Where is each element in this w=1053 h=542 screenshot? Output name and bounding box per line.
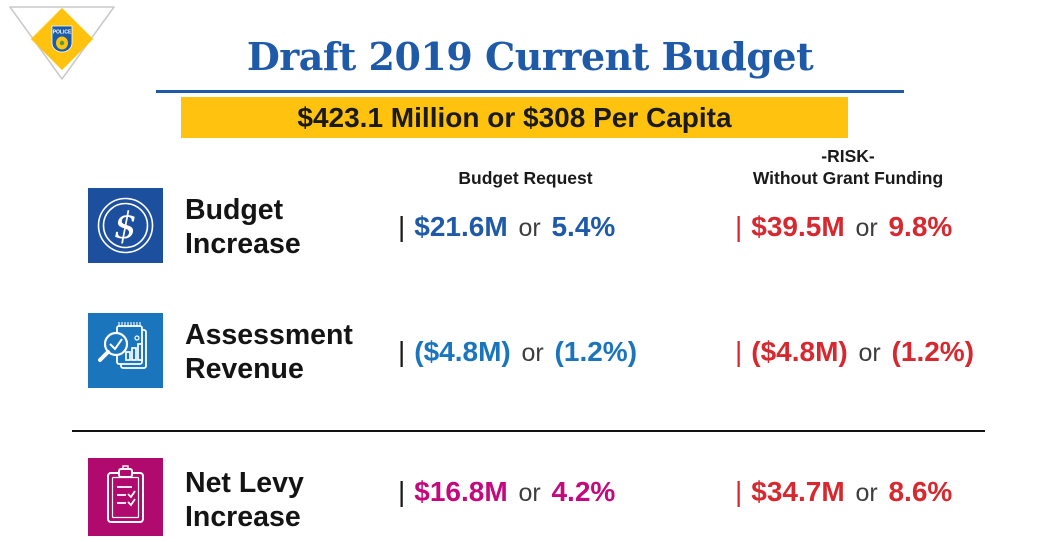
svg-text:$: $	[114, 206, 137, 247]
budget-request-value	[398, 336, 637, 368]
risk-header-line2: Without Grant Funding	[752, 167, 944, 188]
percent: (1.2%)	[554, 336, 638, 367]
page-title: Draft 2019 Current Budget	[246, 34, 814, 79]
amount: ($4.8M)	[414, 336, 511, 367]
police-badge-text: POLICE	[52, 29, 72, 36]
magnifier-report-icon	[88, 313, 163, 388]
row-label: Net Levy Increase	[185, 467, 304, 533]
per-capita-banner: $423.1 Million or $308 Per Capita	[181, 97, 848, 138]
column-header-risk	[728, 146, 968, 190]
row-label: Budget Increase	[185, 194, 301, 260]
column-header-budget-request: Budget Request	[458, 168, 593, 188]
row-assessment-revenue	[0, 313, 1053, 395]
conjunction: or	[518, 479, 541, 507]
risk-value	[735, 476, 952, 508]
amount: ($4.8M)	[751, 336, 848, 367]
section-divider	[72, 430, 985, 432]
percent: 4.2%	[551, 476, 616, 507]
amount: $21.6M	[414, 211, 508, 242]
percent: 8.6%	[888, 476, 953, 507]
dollar-coin-icon	[88, 188, 163, 263]
budget-request-value	[398, 476, 615, 508]
conjunction: or	[855, 214, 878, 242]
percent: 9.8%	[888, 211, 953, 242]
value-pipe: |	[735, 336, 743, 367]
risk-value	[735, 211, 952, 243]
row-label: Assessment Revenue	[185, 319, 353, 385]
budget-request-value	[398, 211, 615, 243]
value-pipe: |	[398, 211, 406, 242]
value-pipe: |	[398, 336, 406, 367]
risk-value	[735, 336, 974, 368]
value-pipe: |	[735, 211, 743, 242]
value-pipe: |	[398, 476, 406, 507]
conjunction: or	[855, 479, 878, 507]
amount: $16.8M	[414, 476, 508, 507]
conjunction: or	[521, 339, 544, 367]
amount: $34.7M	[751, 476, 845, 507]
row-net-levy-increase	[0, 458, 1053, 540]
conjunction: or	[518, 214, 541, 242]
percent: (1.2%)	[891, 336, 975, 367]
percent: 5.4%	[551, 211, 616, 242]
value-pipe: |	[735, 476, 743, 507]
amount: $39.5M	[751, 211, 845, 242]
conjunction: or	[858, 339, 881, 367]
title-underline	[156, 90, 904, 93]
risk-header-line1: -RISK-	[821, 146, 875, 166]
row-budget-increase	[0, 188, 1053, 270]
clipboard-checklist-icon	[88, 458, 163, 536]
